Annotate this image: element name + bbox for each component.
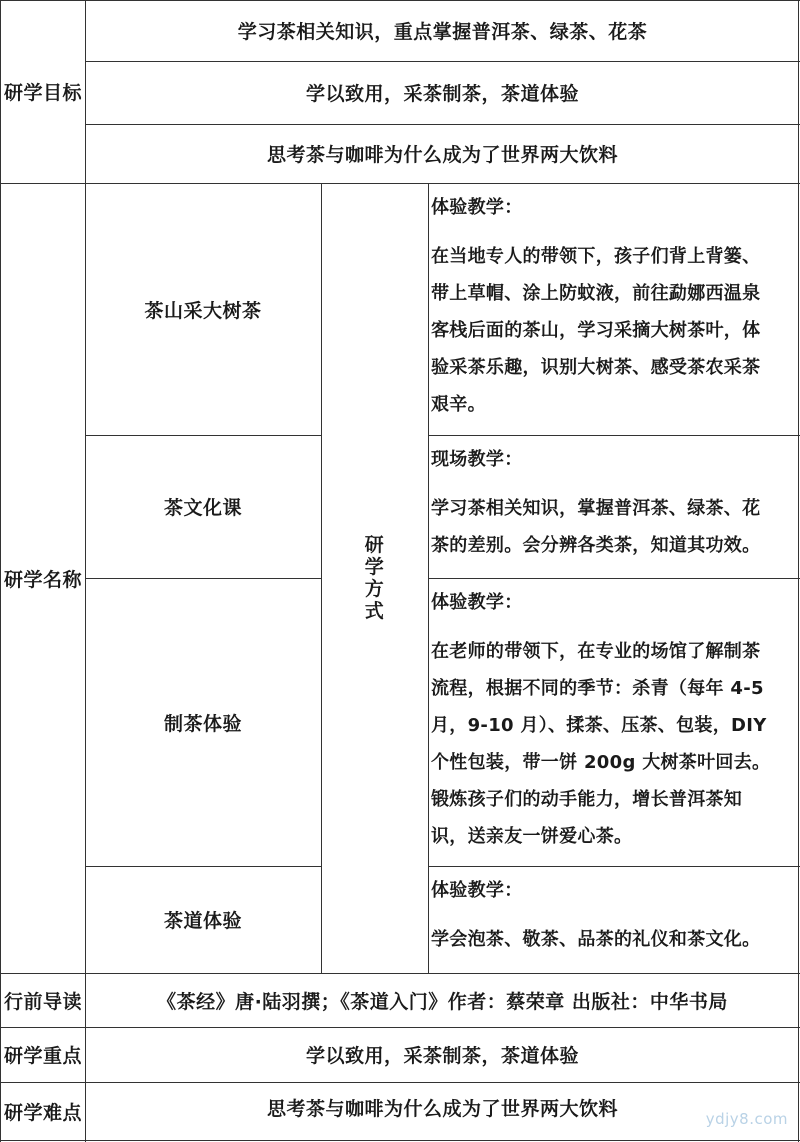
difficulty-label: 研学难点 xyxy=(4,1101,83,1124)
focus-label: 研学重点 xyxy=(4,1045,83,1067)
activity-name: 茶道体验 xyxy=(163,910,242,932)
method-body: 在当地专人的带领下，孩子们背上背篓、 带上草帽、涂上防蚊液，前往勐娜西温泉 客栈后面的茶山，学习采摘大树茶叶，体 验采茶乐趣，识别大树茶、感受茶农采茶 艰辛。 xyxy=(431,246,761,415)
method-cell xyxy=(428,435,800,578)
method-label-char: 学 xyxy=(364,556,385,578)
method-title: 现场教学： xyxy=(431,449,523,470)
goal-item: 思考茶与咖啡为什么成为了世界两大饮料 xyxy=(266,144,618,166)
method-label-char: 方 xyxy=(364,578,385,600)
method-column-label xyxy=(321,183,428,973)
method-cell xyxy=(428,866,800,973)
method-title: 体验教学： xyxy=(431,592,523,613)
difficulty-value: 思考茶与咖啡为什么成为了世界两大饮料 xyxy=(266,1097,618,1120)
activity-name: 茶山采大树茶 xyxy=(144,299,262,322)
method-title: 体验教学： xyxy=(431,880,523,901)
focus-value: 学以致用，采茶制茶，茶道体验 xyxy=(305,1045,579,1067)
table-border-bottom xyxy=(0,1140,800,1141)
activity-name: 制茶体验 xyxy=(163,712,242,735)
activities-label: 研学名称 xyxy=(4,568,83,591)
method-body: 学会泡茶、敬茶、品茶的礼仪和茶文化。 xyxy=(431,929,761,950)
method-label-char: 研 xyxy=(364,534,385,556)
goal-item: 学以致用，采茶制茶，茶道体验 xyxy=(305,83,579,105)
watermark: ydjy8.com xyxy=(705,1110,788,1128)
activity-name: 茶文化课 xyxy=(163,497,242,519)
reading-label: 行前导读 xyxy=(4,990,83,1013)
method-title: 体验教学： xyxy=(431,197,523,218)
method-cell xyxy=(428,578,800,866)
method-body: 在老师的带领下，在专业的场馆了解制茶 流程，根据不同的季节：杀青（每年 4-5 月，9-10 月）、揉茶、压茶、包装，DIY 个性包装，带一饼 200g 大树茶叶回去。 锻炼孩子们的动手能力，增长普洱茶知 识，送亲友一饼爱心茶。 xyxy=(431,641,771,847)
method-label-char: 式 xyxy=(364,600,385,622)
goals-label: 研学目标 xyxy=(4,82,83,104)
goal-item: 学习茶相关知识，重点掌握普洱茶、绿茶、花茶 xyxy=(237,21,648,43)
method-cell xyxy=(428,183,800,435)
method-body: 学习茶相关知识，掌握普洱茶、绿茶、花 茶的差别。会分辨各类茶，知道其功效。 xyxy=(431,498,761,556)
reading-value: 《茶经》唐·陆羽撰；《茶道入门》作者：蔡荣章 出版社：中华书局 xyxy=(157,990,728,1013)
method-label-text xyxy=(365,534,385,622)
